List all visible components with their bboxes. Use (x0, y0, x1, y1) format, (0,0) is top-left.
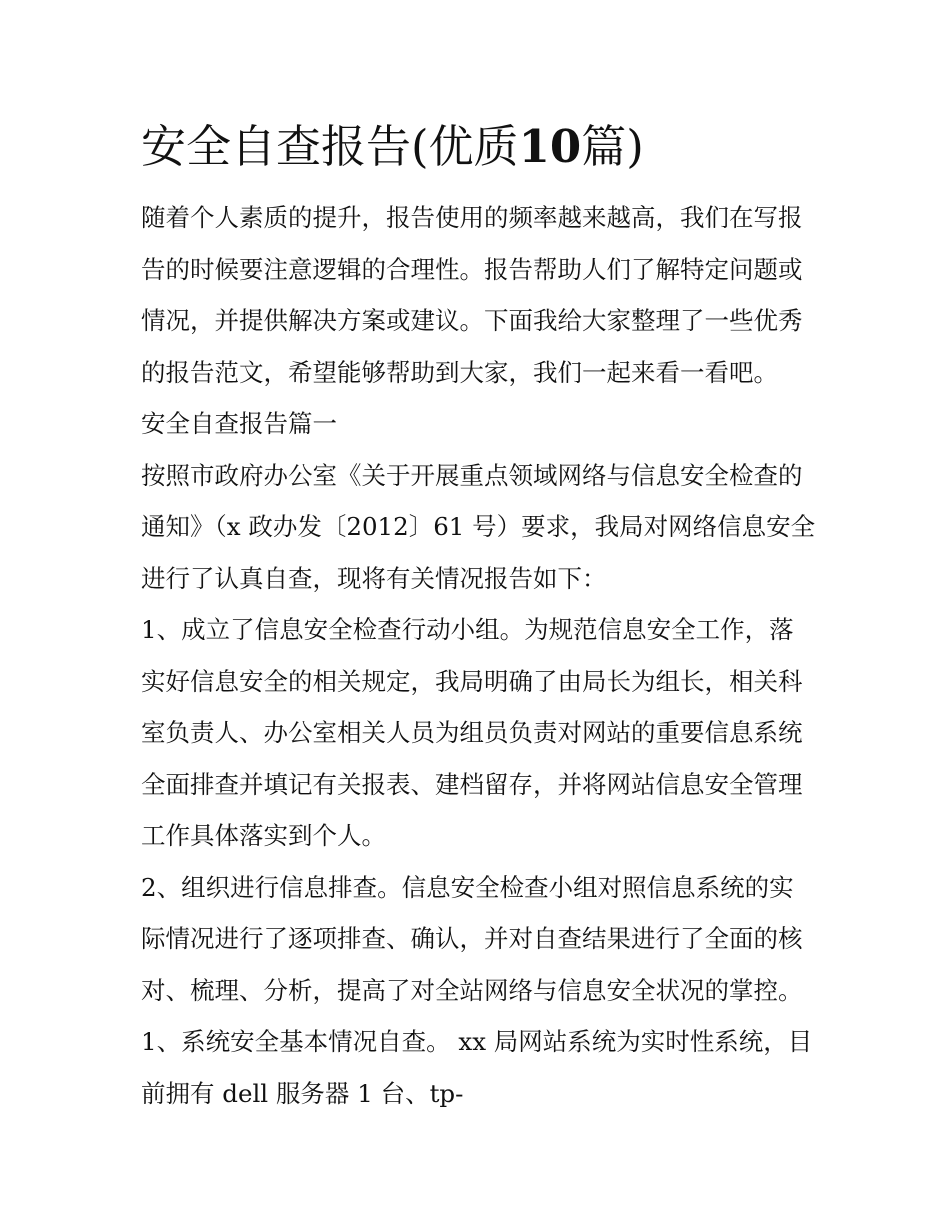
title-text-part2: 篇) (581, 120, 644, 173)
item-3-line-2: 前拥有 dell 服务器 1 台、tp- (141, 1078, 464, 1108)
section-heading: 安全自查报告篇一 (141, 409, 337, 438)
item-2-line-1: 2、组织进行信息排查。信息安全检查小组对照信息系统的实 (141, 872, 794, 902)
item-2-line-3: 对、梳理、分析，提高了对全站网络与信息安全状况的掌控。 (141, 975, 803, 1005)
title-number: 10 (518, 120, 582, 173)
item-1-line-5: 工作具体落实到个人。 (141, 821, 386, 850)
document-page (141, 112, 816, 1119)
item-1-line-1: 1、成立了信息安全检查行动小组。为规范信息安全工作，落 (141, 615, 794, 644)
document-title (141, 112, 813, 182)
body-line-1: 按照市政府办公室《关于开展重点领域网络与信息安全检查的 (141, 460, 803, 490)
intro-line-4: 的报告范文，希望能够帮助到大家，我们一起来看一看吧。 (141, 357, 778, 387)
intro-line-2: 告的时候要注意逻辑的合理性。报告帮助人们了解特定问题或 (141, 254, 803, 284)
item-3-line-1: 1、系统安全基本情况自查。 xx 局网站系统为实时性系统，目 (141, 1027, 813, 1056)
intro-line-1: 随着个人素质的提升，报告使用的频率越来越高，我们在写报 (141, 203, 803, 232)
intro-line-3: 情况，并提供解决方案或建议。下面我给大家整理了一些优秀 (141, 306, 803, 335)
body-line-3: 进行了认真自查，现将有关情况报告如下： (141, 563, 607, 593)
item-1-line-4: 全面排查并填记有关报表、建档留存，并将网站信息安全管理 (141, 769, 803, 799)
item-1-line-3: 室负责人、办公室相关人员为组员负责对网站的重要信息系统 (141, 718, 803, 747)
body-line-2: 通知》（x 政办发〔2012〕61 号）要求，我局对网络信息安全 (141, 512, 816, 541)
item-2-line-2: 际情况进行了逐项排查、确认，并对自查结果进行了全面的核 (141, 924, 803, 953)
item-1-line-2: 实好信息安全的相关规定，我局明确了由局长为组长，相关科 (141, 666, 803, 696)
title-text-part1: 安全自查报告(优质 (141, 120, 519, 173)
